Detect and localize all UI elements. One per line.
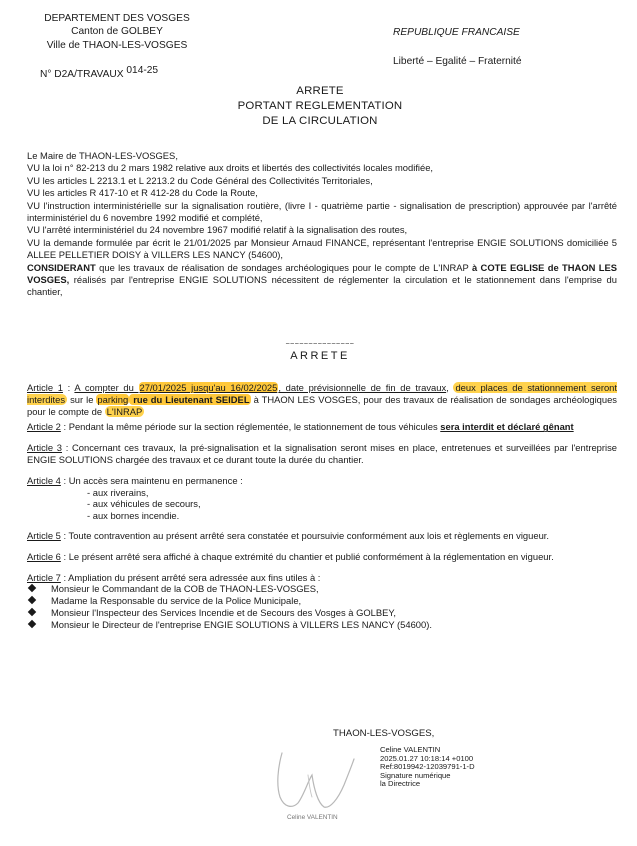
recipient-item xyxy=(29,595,617,607)
article-2-text: : Pendant la même période sur la section réglementée, le stationnement de tous véhicules xyxy=(60,421,441,433)
separator: ~~~~~~~~~~~~~~~ xyxy=(285,341,355,348)
article-3-label: Article 3 xyxy=(27,442,62,454)
article-1-end-date-note: , date prévisionnelle de fin de travaux xyxy=(278,382,447,393)
article-6-label: Article 6 xyxy=(27,550,61,562)
article-7-text: : Ampliation du présent arrêté sera adressée aux fins utiles à : xyxy=(60,571,321,583)
article-7-label: Article 7 xyxy=(27,571,61,583)
preamble-vu-code-route: VU les articles R 417-10 et R 412-28 du Code la Route, xyxy=(27,187,258,199)
considerant-end: réalisés par l'entreprise ENGIE SOLUTIONS nécessitent de réglementer la circulation et le stationnement dans l'emprise du chantier, xyxy=(27,274,617,298)
recipient-item xyxy=(29,619,617,631)
signature-caption: Celine VALENTIN xyxy=(287,814,338,821)
article-5-label: Article 5 xyxy=(27,529,61,541)
considerant-text: que les travaux de réalisation de sondages archéologiques pour le compte de L'INRAP xyxy=(95,261,472,273)
recipient-text: Madame la Responsable du service de la Police Municipale, xyxy=(51,595,302,607)
article-6 xyxy=(27,551,617,563)
republic-label: REPUBLIQUE FRANCAISE xyxy=(393,27,520,38)
ref-prefix: N° D2A/TRAVAUX xyxy=(40,69,124,80)
title-line-3: DE LA CIRCULATION xyxy=(262,115,378,127)
recipient-text: Monsieur le Directeur de l'entreprise ENGIE SOLUTIONS à VILLERS LES NANCY (54600). xyxy=(51,618,432,630)
article-3-text: : Concernant ces travaux, la pré-signalisation et la signalisation seront mises en place, entretenues et surveillées par l'entreprise ENGIE SOLUTIONS chargée des travaux et ce durant toute la durée du chantier. xyxy=(27,442,617,465)
signature-timestamp: 2025.01.27 10:18:14 +0100 xyxy=(380,753,474,763)
department-name: DEPARTEMENT DES VOSGES xyxy=(44,13,190,24)
article-4-label: Article 4 xyxy=(27,474,61,486)
preamble-vu-arrete: VU l'arrêté interministériel du 24 novembre 1967 modifié relatif à la signalisation des routes, xyxy=(27,224,408,236)
article-6-text: : Le présent arrêté sera affiché à chaque extrémité du chantier et publié conformément à la réglementation en vigueur. xyxy=(60,550,554,562)
handwritten-signature xyxy=(268,745,360,817)
ref-number: 014-25 xyxy=(126,65,159,76)
article-1-start: A compter du xyxy=(74,382,139,393)
recipient-list xyxy=(27,583,617,630)
article-1-sep: : xyxy=(62,382,75,393)
article-1-comma: , xyxy=(446,382,454,393)
title-line-2: PORTANT REGLEMENTATION xyxy=(237,100,403,112)
article-1-places: deux places de stationnement seront interdites xyxy=(27,382,617,405)
signer-name: Celine VALENTIN xyxy=(380,745,441,754)
article-1-rest: à THAON LES VOSGES, pour des travaux de réalisation de sondages archéologiques pour le compte de xyxy=(27,393,617,417)
article-1 xyxy=(27,382,617,417)
preamble-vu-cgct: VU les articles L 2213.1 et L 2213.2 du Code Général des Collectivités Territoriales, xyxy=(27,174,373,186)
article-4 xyxy=(27,475,617,487)
arrete-heading: ARRETE xyxy=(290,350,350,362)
recipient-text: Monsieur l'Inspecteur des Services Incendie et de Secours des Vosges à GOLBEY, xyxy=(51,606,397,618)
signer-role: la Directrice xyxy=(380,779,421,789)
article-4-text: : Un accès sera maintenu en permanence : xyxy=(60,474,243,486)
preamble-mayor: Le Maire de THAON-LES-VOSGES, xyxy=(27,150,178,161)
articles xyxy=(27,382,617,631)
article-1-label: Article 1 xyxy=(27,382,63,393)
article-1-parking: parking xyxy=(97,393,129,405)
considerant-location: à COTE EGLISE de THAON LES VOSGES, xyxy=(27,261,617,286)
preamble-vu-demande: VU la demande formulée par écrit le 21/01/2025 par Monsieur Arnaud FINANCE, représentant l'entreprise ENGIE SOLUTIONS domiciliée 5 ALLEE PELLETIER DOISY à VILLERS LES NANCY (54600), xyxy=(27,236,617,261)
preamble-vu-instruction: VU l'instruction interministérielle sur la signalisation routière, (livre I - quatrième partie - signalisation de prescription) approuvée par l'arrêté interministériel du 6 novembre 1992 modifié et complété, xyxy=(27,199,617,224)
preamble-vu-loi: VU la loi n° 82-213 du 2 mars 1982 relative aux droits et libertés des collectivités locales modifiée, xyxy=(27,162,434,174)
diamond-bullet-icon xyxy=(28,620,36,628)
title-line-1: ARRETE xyxy=(296,85,344,97)
article-2-emphasis: sera interdit et déclaré gênant xyxy=(440,421,574,433)
signature-reference: Ref:8019942-12039791-1-D xyxy=(380,762,475,772)
closing-place: THAON-LES-VOSGES, xyxy=(333,728,435,739)
signature-type: Signature numérique xyxy=(380,770,451,780)
preamble-considerant xyxy=(27,262,617,299)
recipient-item xyxy=(29,583,617,595)
article-3 xyxy=(27,442,617,466)
considerant-keyword: CONSIDERANT xyxy=(27,261,96,273)
article-4-item: - aux véhicules de secours, xyxy=(87,498,201,510)
city-name: Ville de THAON-LES-VOSGES xyxy=(46,40,188,51)
republic-motto: Liberté – Egalité – Fraternité xyxy=(393,56,522,67)
article-2-label: Article 2 xyxy=(27,421,61,433)
article-4-item: - aux riverains, xyxy=(87,486,149,498)
recipient-item xyxy=(29,607,617,619)
article-5 xyxy=(27,530,617,542)
article-2 xyxy=(27,421,617,433)
preamble xyxy=(27,150,617,299)
article-1-street: rue du Lieutenant SEIDEL xyxy=(130,393,250,405)
article-1-sur: sur le xyxy=(67,393,97,405)
canton-name: Canton de GOLBEY xyxy=(71,26,163,37)
article-5-text: : Toute contravention au présent arrêté sera constatée et poursuivie conformément aux lois et règlements en vigueur. xyxy=(60,529,549,541)
signature-block xyxy=(380,746,475,789)
diamond-bullet-icon xyxy=(28,608,36,616)
article-4-list xyxy=(27,487,617,522)
diamond-bullet-icon xyxy=(28,596,36,604)
article-1-inrap: L'INRAP xyxy=(106,405,143,417)
article-4-item: - aux bornes incendie. xyxy=(87,510,180,522)
recipient-text: Monsieur le Commandant de la COB de THAON-LES-VOSGES, xyxy=(51,583,319,595)
reference-number xyxy=(40,65,159,81)
article-7 xyxy=(27,572,617,584)
diamond-bullet-icon xyxy=(28,584,36,592)
article-1-dates: 27/01/2025 jusqu'au 16/02/2025 xyxy=(139,382,278,393)
